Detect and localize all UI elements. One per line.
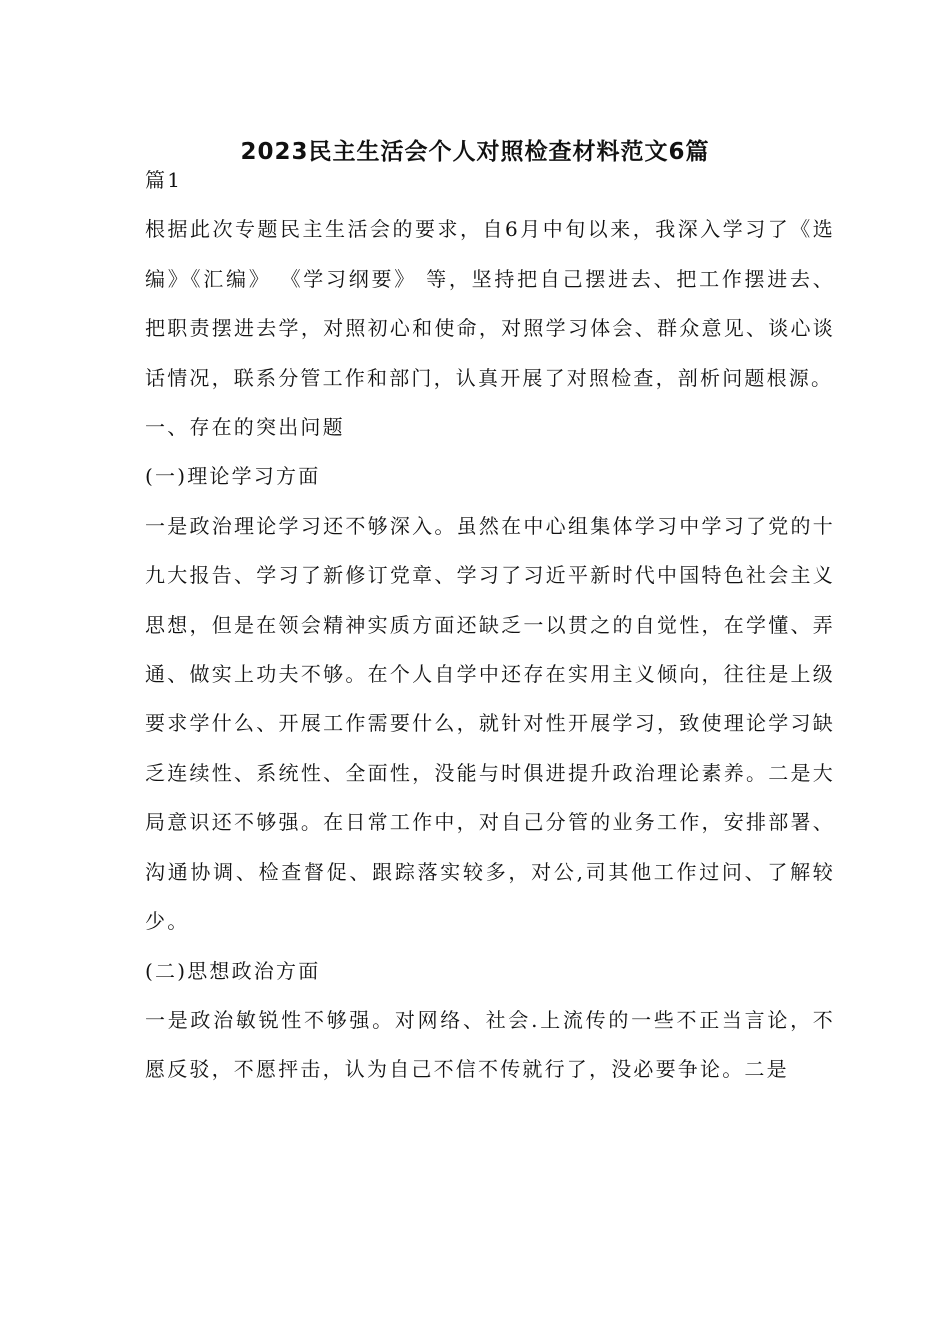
ideological-politics-paragraph: 一是政治敏锐性不够强。对网络、社会.上流传的一些不正当言论，不愿反驳，不愿抨击，认为自己不信不传就行了，没必要争论。二是 <box>145 1007 835 1082</box>
document-body <box>145 156 835 1095</box>
subheading-theory-study: (一)理论学习方面 <box>145 464 321 489</box>
heading-existing-problems: 一、存在的突出问题 <box>145 415 345 440</box>
section-label: 篇1 <box>145 168 183 192</box>
theory-study-paragraph: 一是政治理论学习还不够深入。虽然在中心组集体学习中学习了党的十九大报告、学习了新修订党章、学习了习近平新时代中国特色社会主义思想，但是在领会精神实质方面还缺乏一以贯之的自觉性，在学懂、弄通、做实上功夫不够。在个人自学中还存在实用主义倾向，往往是上级要求学什么、开展工作需要什么，就针对性开展学习，致使理论学习缺乏连续性、系统性、全面性，没能与时俱进提升政治理论素养。二是大局意识还不够强。在日常工作中，对自己分管的业务工作，安排部署、沟通协调、检查督促、跟踪落实较多，对公,司其他工作过问、了解较少。 <box>145 513 835 934</box>
document-title: 2023民主生活会个人对照检查材料范文6篇 <box>240 139 710 165</box>
intro-paragraph: 根据此次专题民主生活会的要求，自6月中旬以来，我深入学习了《选编》《汇编》 《学习纲要》 等，坚持把自己摆进去、把工作摆进去、把职责摆进去学，对照初心和使命，对照学习体会、群众意见、谈心谈话情况，联系分管工作和部门，认真开展了对照检查，剖析问题根源。 <box>145 217 835 390</box>
subheading-ideological-politics: (二)思想政治方面 <box>145 958 321 983</box>
